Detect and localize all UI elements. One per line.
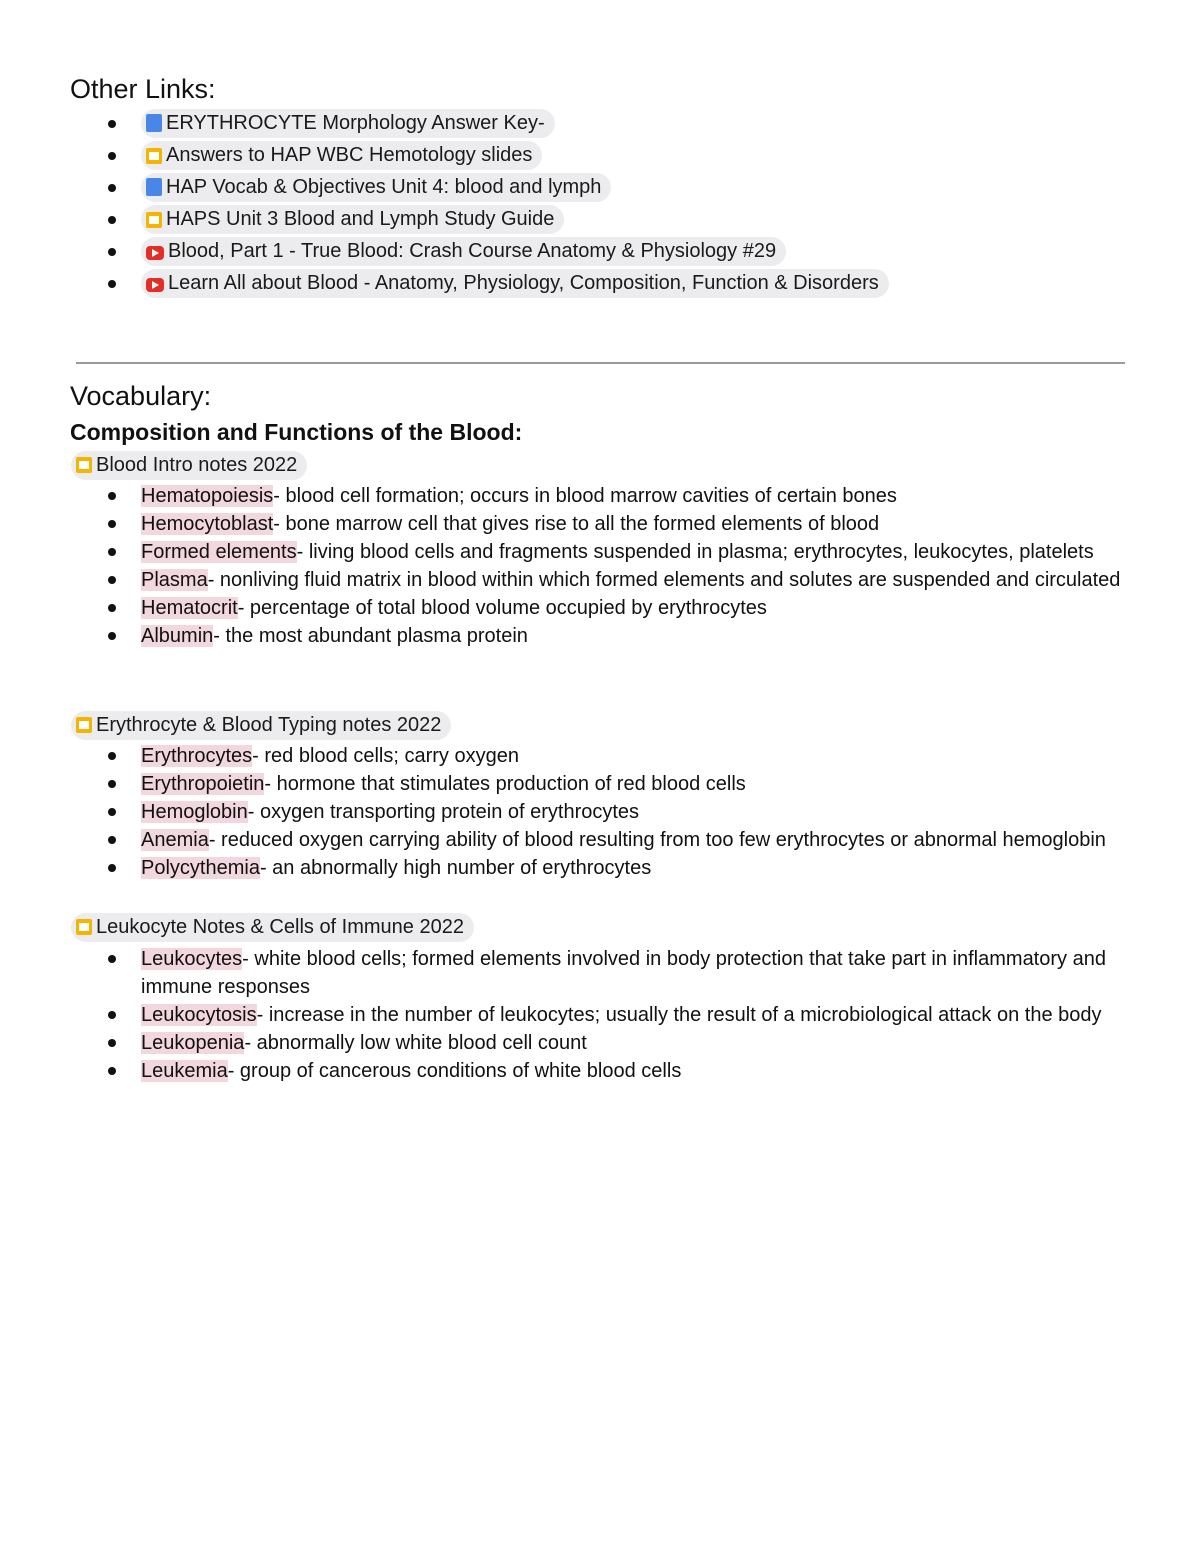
link-chip-vocab-objectives[interactable] (141, 173, 611, 202)
list-item (0, 510, 1200, 538)
vocab-definition: - bone marrow cell that gives rise to all the formed elements of blood (273, 513, 880, 535)
section-chip-leukocyte[interactable] (71, 913, 474, 942)
vocab-definition: - living blood cells and fragments suspended in plasma; erythrocytes, leukocytes, platelets (296, 541, 1094, 563)
vocab-term: Leukemia (141, 1060, 228, 1082)
list-item (0, 1057, 1200, 1085)
slides-icon (146, 148, 162, 164)
list-item (0, 826, 1200, 854)
vocab-definition: - red blood cells; carry oxygen (252, 745, 519, 767)
vocab-term: Formed elements (141, 541, 297, 563)
list-item (0, 203, 1200, 235)
list-item (0, 566, 1200, 594)
link-chip-wbc-slides[interactable] (141, 141, 542, 170)
vocabulary-heading: Vocabulary: (70, 381, 212, 411)
list-item (0, 538, 1200, 566)
bullet-icon (108, 1039, 116, 1047)
vocab-term: Plasma (141, 569, 208, 591)
bullet-icon (108, 836, 116, 844)
list-item (0, 267, 1200, 299)
list-item (0, 1029, 1200, 1057)
section-chip-erythrocyte-typing[interactable] (71, 711, 451, 740)
list-item (0, 798, 1200, 826)
link-label: HAPS Unit 3 Blood and Lymph Study Guide (166, 208, 555, 230)
link-label: ERYTHROCYTE Morphology Answer Key- (166, 112, 545, 134)
section-chip-blood-intro[interactable] (71, 451, 307, 480)
list-item (0, 139, 1200, 171)
bullet-icon (108, 808, 116, 816)
vocab-definition: - percentage of total blood volume occupied by erythrocytes (237, 597, 767, 619)
list-item (0, 107, 1200, 139)
bullet-icon (108, 780, 116, 788)
doc-icon (146, 114, 162, 132)
bullet-icon (108, 120, 116, 128)
slides-icon (76, 717, 92, 733)
list-item (0, 1001, 1200, 1029)
link-chip-erythrocyte-answer-key[interactable] (141, 109, 555, 138)
bullet-icon (108, 1067, 116, 1075)
vocab-term: Leukocytes (141, 948, 243, 970)
link-chip-crash-course[interactable] (141, 237, 786, 266)
vocab-definition: - nonliving fluid matrix in blood within which formed elements and solutes are suspended and circulated (207, 569, 1121, 591)
vocab-definition: - white blood cells; formed elements involved in body protection that take part in inflammatory and immune responses (141, 948, 1106, 998)
vocab-term: Leukocytosis (141, 1004, 257, 1026)
list-item (0, 171, 1200, 203)
list-item (0, 854, 1200, 882)
bullet-icon (108, 492, 116, 500)
bullet-icon (108, 864, 116, 872)
vocab-term: Hemocytoblast (141, 513, 274, 535)
composition-subheading: Composition and Functions of the Blood: (70, 419, 523, 445)
list-item (0, 742, 1200, 770)
horizontal-divider (76, 362, 1125, 364)
list-item (0, 594, 1200, 622)
link-label: Answers to HAP WBC Hemotology slides (166, 144, 533, 166)
bullet-icon (108, 520, 116, 528)
vocab-definition: - an abnormally high number of erythrocytes (259, 857, 652, 879)
link-label: Blood, Part 1 - True Blood: Crash Course Anatomy & Physiology #29 (168, 240, 777, 262)
youtube-icon (146, 246, 164, 260)
other-links-list (0, 107, 1200, 299)
vocab-definition: - abnormally low white blood cell count (244, 1032, 587, 1054)
vocab-term: Leukopenia (141, 1032, 245, 1054)
vocab-definition: - the most abundant plasma protein (213, 625, 528, 647)
link-label: Learn All about Blood - Anatomy, Physiology, Composition, Function & Disorders (168, 272, 879, 294)
slides-icon (76, 457, 92, 473)
section-chip-label: Blood Intro notes 2022 (96, 454, 298, 476)
bullet-icon (108, 576, 116, 584)
vocab-definition: - group of cancerous conditions of white blood cells (227, 1060, 682, 1082)
terms-list-erythrocyte (0, 742, 1200, 882)
vocab-term: Erythropoietin (141, 773, 265, 795)
bullet-icon (108, 216, 116, 224)
bullet-icon (108, 248, 116, 256)
vocab-term: Albumin (141, 625, 214, 647)
bullet-icon (108, 604, 116, 612)
vocab-term: Hematopoiesis (141, 485, 274, 507)
vocab-definition: - hormone that stimulates production of red blood cells (264, 773, 746, 795)
vocab-definition: - increase in the number of leukocytes; usually the result of a microbiological attack on the body (256, 1004, 1102, 1026)
section-chip-label: Erythrocyte & Blood Typing notes 2022 (96, 714, 442, 736)
vocab-term: Hemoglobin (141, 801, 248, 823)
bullet-icon (108, 184, 116, 192)
vocab-term: Anemia (141, 829, 209, 851)
vocab-term: Hematocrit (141, 597, 238, 619)
vocab-definition: - reduced oxygen carrying ability of blood resulting from too few erythrocytes or abnormal hemoglobin (208, 829, 1106, 851)
vocab-term: Polycythemia (141, 857, 260, 879)
bullet-icon (108, 548, 116, 556)
bullet-icon (108, 632, 116, 640)
bullet-icon (108, 152, 116, 160)
list-item (0, 482, 1200, 510)
section-chip-label: Leukocyte Notes & Cells of Immune 2022 (96, 916, 464, 938)
terms-list-leukocyte (0, 945, 1200, 1085)
list-item (0, 770, 1200, 798)
slides-icon (146, 212, 162, 228)
slides-icon (76, 919, 92, 935)
vocab-term: Erythrocytes (141, 745, 253, 767)
bullet-icon (108, 1011, 116, 1019)
bullet-icon (108, 955, 116, 963)
link-chip-learn-blood[interactable] (141, 269, 889, 298)
doc-icon (146, 178, 162, 196)
bullet-icon (108, 280, 116, 288)
youtube-icon (146, 278, 164, 292)
other-links-heading: Other Links: (70, 74, 216, 104)
vocab-definition: - blood cell formation; occurs in blood marrow cavities of certain bones (273, 485, 897, 507)
bullet-icon (108, 752, 116, 760)
list-item (0, 622, 1200, 650)
list-item (0, 945, 1200, 1001)
list-item (0, 235, 1200, 267)
link-label: HAP Vocab & Objectives Unit 4: blood and lymph (166, 176, 602, 198)
link-chip-study-guide[interactable] (141, 205, 564, 234)
vocab-definition: - oxygen transporting protein of erythrocytes (247, 801, 640, 823)
terms-list-blood-intro (0, 482, 1200, 650)
